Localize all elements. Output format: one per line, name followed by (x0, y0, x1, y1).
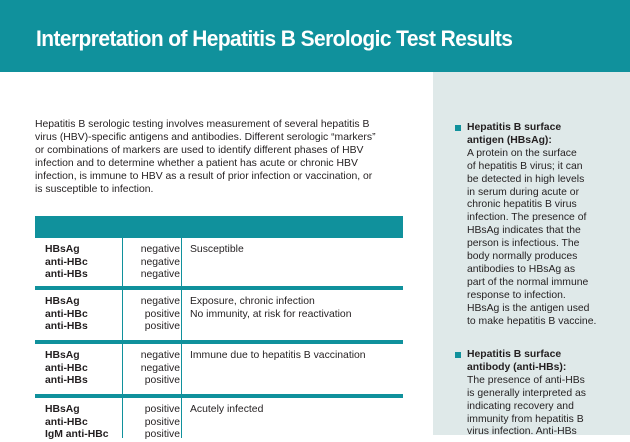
sidebar-entry-anti-hbs (467, 349, 617, 439)
intro-line: infection and to determine whether a patient has acute or chronic HBV (35, 157, 358, 169)
column-divider (181, 344, 182, 394)
marker-name: HBsAg (45, 350, 80, 361)
result-value: negative (140, 362, 180, 374)
marker-name: anti-HBs (45, 321, 88, 333)
marker-name: anti-HBc (45, 416, 88, 428)
interpretation-text: Exposure, chronic infection (190, 296, 315, 307)
sidebar-entry-text: A protein on the surface (467, 147, 577, 159)
result-cell (123, 296, 180, 334)
sidebar-entry-text: infection. The presence of (467, 212, 587, 224)
result-cell (123, 350, 180, 388)
result-cell (123, 404, 180, 442)
result-value: positive (144, 375, 180, 387)
sidebar-entry-text: part of the normal immune (467, 276, 589, 288)
column-divider (181, 290, 182, 340)
marker-name: anti-HBc (45, 308, 88, 320)
marker-cell (45, 350, 121, 388)
sidebar-entry-text: to make hepatitis B vaccine. (467, 315, 597, 327)
interpretation-cell (190, 350, 400, 363)
table-row (35, 344, 403, 394)
marker-cell (45, 296, 121, 334)
interpretation-cell (190, 244, 400, 257)
sidebar-entry-text: HBsAg indicates that the (467, 225, 581, 237)
intro-line: infection, is immune to HBV as a result of prior infection or vaccination, or (35, 170, 373, 182)
marker-name: HBsAg (45, 404, 80, 415)
interpretation-text: Susceptible (190, 244, 244, 255)
result-value: negative (140, 296, 180, 307)
sidebar-entry-text: The presence of anti-HBs (467, 374, 585, 386)
sidebar-entry-title: Hepatitis B surface (467, 122, 562, 133)
sidebar-entry-text: response to infection. (467, 289, 566, 301)
serology-table (35, 216, 403, 441)
column-divider (181, 238, 182, 286)
result-value: positive (144, 321, 180, 333)
result-value: negative (140, 244, 180, 255)
column-divider (181, 398, 182, 438)
result-cell (123, 244, 180, 282)
sidebar-entry-text: be detected in high levels (467, 173, 585, 185)
result-value: positive (144, 404, 180, 415)
result-value: negative (140, 350, 180, 361)
square-bullet-icon (455, 125, 461, 131)
marker-cell (45, 244, 121, 282)
interpretation-text: No immunity, at risk for reactivation (190, 308, 352, 320)
sidebar-entry-hbsag (467, 122, 617, 329)
square-bullet-icon (455, 352, 461, 358)
sidebar-entry-text: chronic hepatitis B virus (467, 199, 577, 211)
sidebar-entry-text: of hepatitis B virus; it can (467, 160, 583, 172)
page-title: Interpretation of Hepatitis B Serologic Test Results (36, 26, 513, 51)
marker-name: IgM anti-HBc (45, 429, 109, 441)
marker-name: HBsAg (45, 244, 80, 255)
table-row (35, 290, 403, 340)
result-value: negative (140, 269, 180, 281)
marker-cell (45, 404, 121, 442)
sidebar-entry-text: antibodies to HBsAg as (467, 263, 576, 275)
marker-name: anti-HBs (45, 269, 88, 281)
marker-name: anti-HBc (45, 362, 88, 374)
intro-line: Hepatitis B serologic testing involves measurement of several hepatitis B (35, 119, 370, 130)
table-row (35, 238, 403, 286)
interpretation-cell (190, 296, 400, 321)
interpretation-text: Immune due to hepatitis B vaccination (190, 350, 366, 361)
result-value: negative (140, 256, 180, 268)
marker-name: anti-HBc (45, 256, 88, 268)
marker-name: HBsAg (45, 296, 80, 307)
sidebar-entry-text: person is infectious. The (467, 238, 580, 250)
sidebar-entry-title: antibody (anti-HBs): (467, 361, 567, 373)
intro-paragraph (35, 119, 405, 196)
interpretation-cell (190, 404, 400, 417)
sidebar-entry-text: indicating recovery and (467, 400, 574, 412)
interpretation-text: Acutely infected (190, 404, 264, 415)
intro-line: is susceptible to infection. (35, 183, 154, 195)
sidebar-entry-text: HBsAg is the antigen used (467, 302, 590, 314)
sidebar-entry-text: is generally interpreted as (467, 387, 586, 399)
intro-line: virus (HBV)-specific antigens and antibodies. Different serologic “markers” (35, 131, 376, 143)
result-value: positive (144, 429, 180, 441)
title-banner (0, 0, 630, 72)
intro-line: or combinations of markers are used to identify different phases of HBV (35, 144, 364, 156)
table-row (35, 398, 403, 441)
result-value: positive (144, 308, 180, 320)
result-value: positive (144, 416, 180, 428)
sidebar-entry-text: virus infection. Anti-HBs (467, 426, 577, 438)
sidebar-entry-title: antigen (HBsAg): (467, 134, 552, 146)
sidebar-entry-text: immunity from hepatitis B (467, 413, 584, 425)
marker-name: anti-HBs (45, 375, 88, 387)
sidebar-entry-title: Hepatitis B surface (467, 349, 562, 360)
table-header-bar (35, 216, 403, 238)
sidebar-entry-text: body normally produces (467, 251, 578, 263)
sidebar-entry-text: in serum during acute or (467, 186, 580, 198)
